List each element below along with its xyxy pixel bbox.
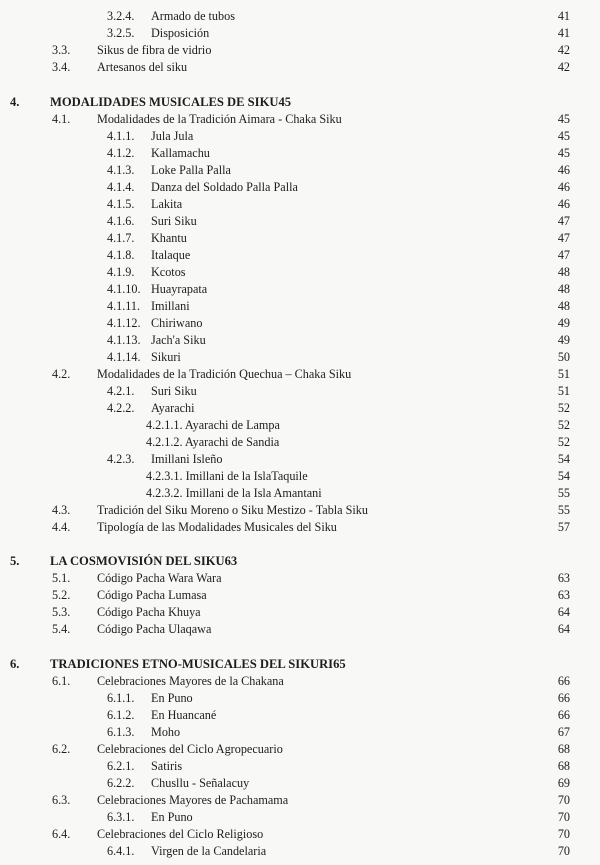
toc-entry — [0, 741, 600, 757]
toc-entry-title: Italaque — [151, 248, 191, 262]
toc-entry — [0, 673, 600, 689]
toc-entry-number: 4.1.1. — [107, 129, 135, 143]
toc-entry-title: Kcotos — [151, 265, 186, 279]
toc-entry-number: 4.1.3. — [107, 163, 135, 177]
toc-entry — [0, 349, 600, 365]
toc-entry-title: Modalidades de la Tradición Aimara - Chaka Siku — [97, 112, 342, 126]
toc-entry-title: Kallamachu — [151, 146, 210, 160]
toc-entry — [0, 604, 600, 620]
toc-entry-title: Tipología de las Modalidades Musicales del Siku — [97, 520, 337, 534]
toc-entry-page: 47 — [557, 231, 570, 245]
toc-entry — [0, 315, 600, 331]
toc-entry-page: 47 — [557, 214, 570, 228]
toc-entry-number: 6.2.2. — [107, 776, 135, 790]
toc-entry-number: 4.4. — [52, 520, 71, 534]
toc-entry-title: En Huancané — [151, 708, 217, 722]
toc-entry-page: 48 — [557, 265, 570, 279]
toc-entry — [0, 707, 600, 723]
toc-entry — [0, 792, 600, 808]
toc-entry — [0, 332, 600, 348]
toc-entry-page: 46 — [557, 197, 570, 211]
toc-entry-number: 5.3. — [52, 605, 71, 619]
toc-entry-page: 42 — [557, 60, 570, 74]
toc-entry-number: 3.2.4. — [107, 9, 135, 23]
toc-entry — [0, 366, 600, 382]
toc-entry — [0, 468, 600, 484]
toc-entry — [0, 826, 600, 842]
toc-entry — [0, 162, 600, 178]
toc-entry-title: Código Pacha Khuya — [97, 605, 201, 619]
toc-entry-page: 70 — [557, 827, 570, 841]
toc-entry-page: 45 — [557, 146, 570, 160]
toc-entry-number: 6.3.1. — [107, 810, 135, 824]
toc-entry-number: 5.2. — [52, 588, 71, 602]
toc-entry-title: Jach'a Siku — [151, 333, 206, 347]
toc-entry-title: Satiris — [151, 759, 183, 773]
toc-entry-title: Danza del Soldado Palla Palla — [151, 180, 298, 194]
toc-entry-title: Imillani Isleño — [151, 452, 223, 466]
toc-entry-title: LA COSMOVISIÓN DEL SIKU63 — [50, 554, 238, 568]
toc-entry-number: 4.2.3. — [107, 452, 135, 466]
toc-entry — [0, 383, 600, 399]
toc-entry — [0, 690, 600, 706]
toc-entry-page: 64 — [557, 622, 570, 636]
toc-entry-title: 4.2.1.1. Ayarachi de Lampa — [146, 418, 280, 432]
toc-entry-number: 4.3. — [52, 503, 71, 517]
toc-entry-title: Chusllu - Señalacuy — [151, 776, 250, 790]
toc-entry-page: 66 — [557, 674, 570, 688]
toc-entry-title: Virgen de la Candelaria — [151, 844, 267, 858]
toc-entry — [0, 570, 600, 586]
toc-entry-page: 49 — [557, 316, 570, 330]
toc-entry-number: 4.1. — [52, 112, 71, 126]
toc-entry-title: Chiriwano — [151, 316, 203, 330]
toc-entry-page: 54 — [557, 469, 570, 483]
toc-entry-number: 4.1.4. — [107, 180, 135, 194]
toc-entry-page: 68 — [557, 742, 570, 756]
toc-entry-page: 66 — [557, 708, 570, 722]
toc-entry — [0, 179, 600, 195]
toc-entry — [0, 8, 600, 24]
toc-entry — [0, 230, 600, 246]
toc-entry-title: Loke Palla Palla — [151, 163, 231, 177]
toc-entry-title: Jula Jula — [151, 129, 194, 143]
toc-entry — [0, 196, 600, 212]
toc-entry-number: 3.2.5. — [107, 26, 135, 40]
toc-entry-title: Modalidades de la Tradición Quechua – Chaka Siku — [97, 367, 352, 381]
toc-entry-title: TRADICIONES ETNO-MUSICALES DEL SIKURI65 — [50, 657, 346, 671]
toc-entry-number: 6.2.1. — [107, 759, 135, 773]
toc-entry-number: 6.3. — [52, 793, 71, 807]
toc-entry-number: 6.1. — [52, 674, 71, 688]
toc-entry — [0, 724, 600, 740]
toc-entry-number: 4.1.8. — [107, 248, 135, 262]
toc-entry-title: Imillani — [151, 299, 190, 313]
toc-entry-page: 42 — [557, 43, 570, 57]
toc-entry-title: 4.2.3.2. Imillani de la Isla Amantani — [146, 486, 322, 500]
toc-entry-title: Tradición del Siku Moreno o Siku Mestizo - Tabla Siku — [97, 503, 368, 517]
toc-entry-number: 4.1.11. — [107, 299, 141, 313]
toc-entry — [0, 621, 600, 637]
toc-entry-title: Código Pacha Ulaqawa — [97, 622, 212, 636]
toc-entry-title: 4.2.3.1. Imillani de la IslaTaquile — [146, 469, 308, 483]
toc-entry-page: 68 — [557, 759, 570, 773]
toc-entry-page: 67 — [557, 725, 570, 739]
toc-entry — [0, 502, 600, 518]
toc-entry-number: 4.2.1. — [107, 384, 135, 398]
toc-entry — [0, 213, 600, 229]
toc-entry-number: 4.2. — [52, 367, 71, 381]
toc-entry-number: 4.1.13. — [107, 333, 141, 347]
toc-entry-number: 4.1.7. — [107, 231, 135, 245]
toc-entry-page: 52 — [557, 401, 570, 415]
toc-entry-page: 54 — [557, 452, 570, 466]
toc-entry-page: 41 — [557, 9, 570, 23]
toc-entry-title: Sikuri — [151, 350, 181, 364]
toc-entry-title: Khantu — [151, 231, 187, 245]
toc-entry-title: 4.2.1.2. Ayarachi de Sandia — [146, 435, 280, 449]
toc-entry-page: 49 — [557, 333, 570, 347]
toc-entry-number: 4.1.2. — [107, 146, 135, 160]
toc-entry — [0, 400, 600, 416]
toc-entry-title: Ayarachi — [151, 401, 195, 415]
toc-entry-page: 63 — [557, 571, 570, 585]
toc-entry-number: 4.1.10. — [107, 282, 141, 296]
toc-entry-number: 6.1.3. — [107, 725, 135, 739]
toc-entry-title: Suri Siku — [151, 384, 197, 398]
toc-entry — [0, 281, 600, 297]
toc-entry — [0, 519, 600, 535]
toc-entry — [0, 809, 600, 825]
toc-entry-number: 3.4. — [52, 60, 71, 74]
toc-entry — [0, 434, 600, 450]
toc-entry-title: Artesanos del siku — [97, 60, 188, 74]
toc-chapter-heading — [0, 94, 600, 110]
toc-entry-page: 47 — [557, 248, 570, 262]
toc-entry-page: 63 — [557, 588, 570, 602]
toc-entry — [0, 587, 600, 603]
toc-entry-number: 6.4.1. — [107, 844, 135, 858]
toc-entry-page: 41 — [557, 26, 570, 40]
toc-chapter-heading — [0, 656, 600, 672]
toc-entry-number: 6.2. — [52, 742, 71, 756]
toc-entry-title: En Puno — [151, 691, 193, 705]
toc-entry-page: 70 — [557, 793, 570, 807]
toc-entry-number: 4.1.12. — [107, 316, 141, 330]
toc-entry-number: 5. — [10, 554, 20, 568]
toc-entry — [0, 843, 600, 859]
toc-entry-title: Celebraciones del Ciclo Agropecuario — [97, 742, 283, 756]
toc-entry-title: Suri Siku — [151, 214, 197, 228]
toc-entry-page: 66 — [557, 691, 570, 705]
toc-entry-page: 46 — [557, 180, 570, 194]
toc-entry-number: 4.2.2. — [107, 401, 135, 415]
toc-entry-page: 52 — [557, 418, 570, 432]
toc-entry — [0, 264, 600, 280]
toc-entry-page: 52 — [557, 435, 570, 449]
toc-entry-number: 3.3. — [52, 43, 71, 57]
toc-entry-page: 57 — [557, 520, 570, 534]
toc-entry-page: 69 — [557, 776, 570, 790]
toc-entry-page: 48 — [557, 299, 570, 313]
toc-entry-page: 70 — [557, 844, 570, 858]
toc-entry-title: Lakita — [151, 197, 183, 211]
toc-entry-number: 6. — [10, 657, 20, 671]
toc-entry-title: Disposición — [151, 26, 210, 40]
toc-entry-page: 46 — [557, 163, 570, 177]
toc-entry-number: 5.1. — [52, 571, 71, 585]
toc-entry-page: 55 — [557, 503, 570, 517]
toc-entry-title: Huayrapata — [151, 282, 208, 296]
toc-entry-number: 6.1.1. — [107, 691, 135, 705]
toc-entry-page: 51 — [557, 367, 570, 381]
toc-entry-number: 4.1.14. — [107, 350, 141, 364]
toc-entry — [0, 128, 600, 144]
toc-entry-page: 64 — [557, 605, 570, 619]
toc-entry-page: 45 — [557, 112, 570, 126]
toc-entry — [0, 247, 600, 263]
toc-entry-page: 48 — [557, 282, 570, 296]
toc-entry-number: 4. — [10, 95, 20, 109]
toc-entry-page: 50 — [557, 350, 570, 364]
toc-entry-title: Celebraciones Mayores de Pachamama — [97, 793, 289, 807]
toc-entry-title: Moho — [151, 725, 181, 739]
toc-entry-title: Código Pacha Wara Wara — [97, 571, 222, 585]
toc-entry-number: 4.1.5. — [107, 197, 135, 211]
toc-entry-page: 51 — [557, 384, 570, 398]
toc-entry-number: 5.4. — [52, 622, 71, 636]
toc-entry-title: En Puno — [151, 810, 193, 824]
toc-entry — [0, 417, 600, 433]
toc-entry-title: Celebraciones Mayores de la Chakana — [97, 674, 284, 688]
toc-entry — [0, 145, 600, 161]
toc-entry-title: Armado de tubos — [151, 9, 235, 23]
toc-entry-page: 55 — [557, 486, 570, 500]
toc-entry-title: Celebraciones del Ciclo Religioso — [97, 827, 264, 841]
toc-entry-title: Sikus de fibra de vidrio — [97, 43, 212, 57]
toc-entry — [0, 42, 600, 58]
toc-entry-title: Código Pacha Lumasa — [97, 588, 207, 602]
toc-entry-title: MODALIDADES MUSICALES DE SIKU45 — [50, 95, 292, 109]
toc-entry-number: 4.1.6. — [107, 214, 135, 228]
toc-entry — [0, 451, 600, 467]
toc-entry — [0, 775, 600, 791]
toc-entry-number: 6.1.2. — [107, 708, 135, 722]
toc-entry — [0, 298, 600, 314]
toc-entry — [0, 485, 600, 501]
toc-entry-number: 6.4. — [52, 827, 71, 841]
toc-entry-page: 45 — [557, 129, 570, 143]
toc-entry — [0, 111, 600, 127]
toc-chapter-heading — [0, 553, 600, 569]
toc-entry-number: 4.1.9. — [107, 265, 135, 279]
toc-entry-page: 70 — [557, 810, 570, 824]
toc-entry — [0, 59, 600, 75]
toc-entry — [0, 25, 600, 41]
toc-entry — [0, 758, 600, 774]
